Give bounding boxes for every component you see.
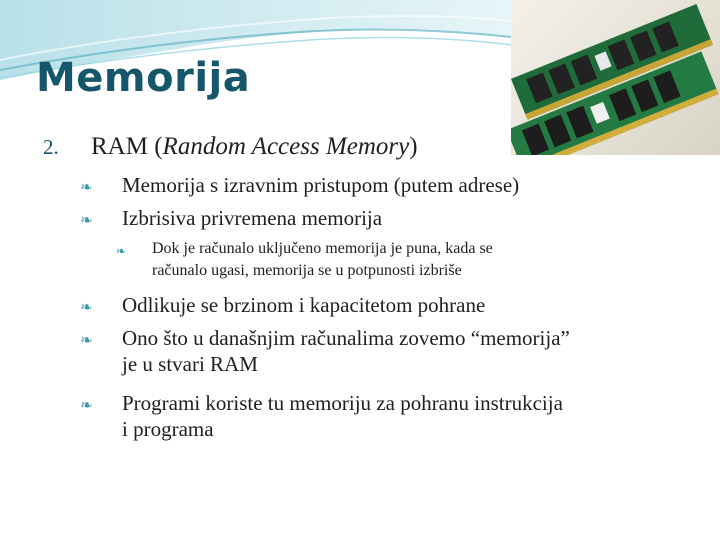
- bullet-text: Izbrisiva privremena memorija: [122, 206, 383, 230]
- bullet-icon: ❧: [116, 244, 127, 258]
- ram-module-image: [511, 0, 720, 155]
- bullet-icon: ❧: [80, 180, 93, 196]
- slide-title: Memorija: [36, 55, 251, 101]
- bullet-icon: ❧: [80, 300, 93, 316]
- heading-text-start: RAM (: [91, 133, 163, 160]
- bullet-item: [80, 292, 682, 318]
- sub-bullet-line: računalo ugasi, memorija se u potpunosti izbriše: [152, 262, 462, 279]
- sub-bullet-line: Dok je računalo uključeno memorija je puna, kada se: [152, 240, 493, 257]
- heading-text-end: ): [409, 133, 418, 160]
- heading-text-italic: Random Access Memory: [162, 133, 410, 160]
- bullet-icon: ❧: [80, 333, 93, 349]
- section-heading: [43, 133, 418, 161]
- section-number: 2.: [43, 135, 59, 159]
- bullet-item: [80, 390, 682, 442]
- bullet-text: Memorija s izravnim pristupom (putem adrese): [122, 173, 520, 197]
- bullet-text: Programi koriste tu memoriju za pohranu instrukcija: [122, 391, 563, 415]
- bullet-item: [80, 205, 682, 231]
- bullet-icon: ❧: [80, 213, 93, 229]
- bullet-text: Ono što u današnjim računalima zovemo “memorija”: [122, 326, 570, 350]
- bullet-item: [80, 172, 682, 198]
- bullet-item: [80, 325, 682, 377]
- bullet-text-continued: je u stvari RAM: [122, 352, 258, 376]
- bullet-text: Odlikuje se brzinom i kapacitetom pohrane: [122, 293, 486, 317]
- bullet-text-continued: i programa: [122, 417, 214, 441]
- sub-bullet-item: [116, 238, 672, 282]
- bullet-icon: ❧: [80, 398, 93, 414]
